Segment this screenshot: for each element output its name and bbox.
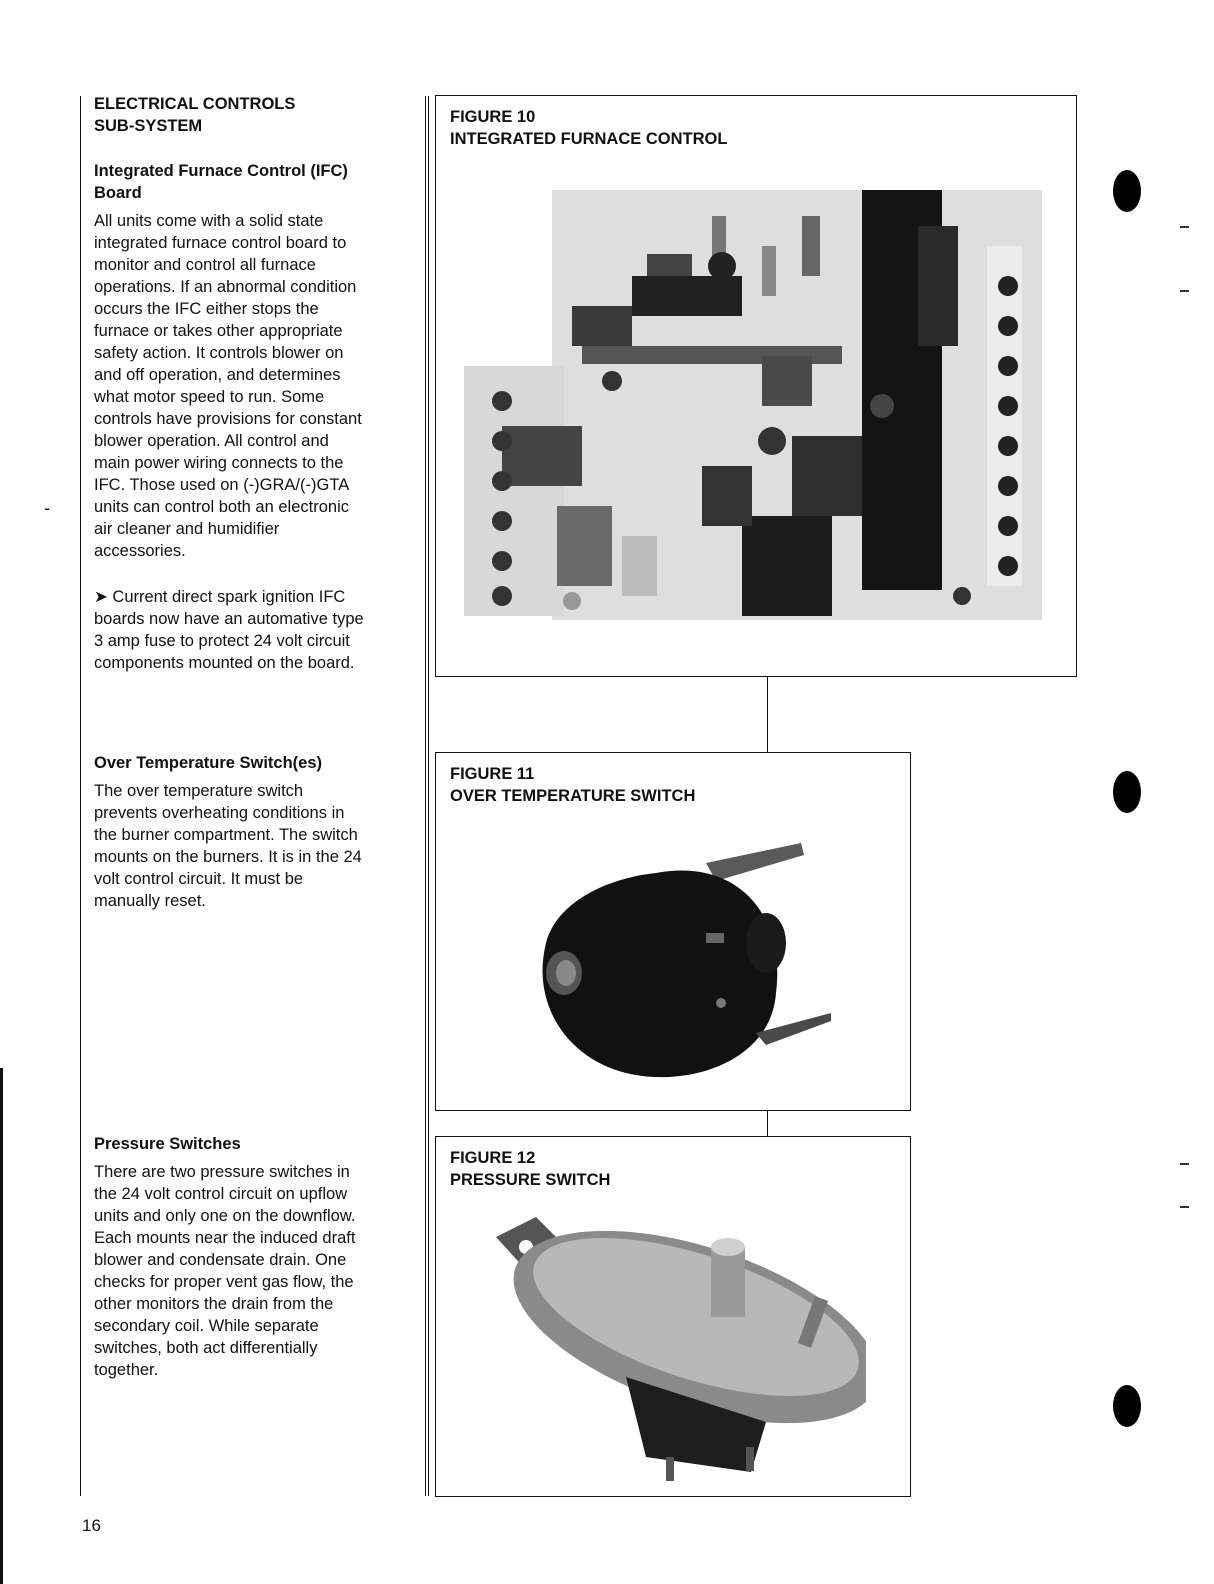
ifc-line: furnace or takes other appropriate (94, 322, 343, 340)
over-temperature-switch-photo (526, 833, 856, 1093)
pressure-line: secondary coil. While separate (94, 1317, 319, 1335)
ifc-line: safety action. It controls blower on (94, 344, 344, 362)
over-temp-line: prevents overheating conditions in (94, 804, 345, 822)
figure-column-rule-2 (428, 96, 429, 1496)
figure-connector-line (767, 1110, 768, 1136)
pressure-line: switches, both act differentially (94, 1339, 318, 1357)
figure-12-title: PRESSURE SWITCH (450, 1171, 611, 1189)
ifc-line: and off operation, and determines (94, 366, 341, 384)
ifc-body (94, 210, 394, 562)
ifc-line: operations. If an abnormal condition (94, 278, 357, 296)
pressure-line: blower and condensate drain. One (94, 1251, 347, 1269)
left-column-rule (80, 96, 81, 1496)
pressure-line: other monitors the drain from the (94, 1295, 334, 1313)
over-temp-line: The over temperature switch (94, 782, 304, 800)
pressure-switch-photo (466, 1207, 866, 1487)
pressure-line: units and only one on the downflow. (94, 1207, 356, 1225)
ifc-line: integrated furnace control board to (94, 234, 347, 252)
section-title-line-2: SUB-SYSTEM (94, 117, 203, 135)
margin-tick (1180, 290, 1189, 292)
note-line: Current direct spark ignition IFC (112, 588, 346, 606)
figure-11-title: OVER TEMPERATURE SWITCH (450, 787, 696, 805)
ifc-line: what motor speed to run. Some (94, 388, 325, 406)
ifc-line: accessories. (94, 542, 186, 560)
figure-11-caption (450, 763, 695, 807)
margin-tick (1180, 1206, 1189, 1208)
figure-12-caption (450, 1147, 610, 1191)
over-temp-section (94, 752, 394, 912)
ifc-line: blower operation. All control and (94, 432, 329, 450)
figure-10-caption (450, 106, 727, 150)
ifc-note (94, 586, 394, 674)
pressure-body (94, 1161, 394, 1381)
pressure-line: There are two pressure switches in (94, 1163, 350, 1181)
ifc-line: All units come with a solid state (94, 212, 324, 230)
figure-10-box (435, 95, 1077, 677)
over-temp-line: manually reset. (94, 892, 206, 910)
pressure-heading: Pressure Switches (94, 1135, 241, 1153)
over-temp-heading: Over Temperature Switch(es) (94, 754, 323, 772)
ifc-line: units can control both an electronic (94, 498, 349, 516)
section-heading (94, 93, 394, 137)
pressure-section (94, 1133, 394, 1381)
ifc-line: air cleaner and humidifier (94, 520, 280, 538)
pressure-line: the 24 volt control circuit on upflow (94, 1185, 348, 1203)
ifc-heading-line-2: Board (94, 184, 142, 202)
ifc-heading-line-1: Integrated Furnace Control (IFC) (94, 162, 348, 180)
pressure-line: checks for proper vent gas flow, the (94, 1273, 354, 1291)
note-line: components mounted on the board. (94, 654, 355, 672)
note-line: 3 amp fuse to protect 24 volt circuit (94, 632, 350, 650)
ifc-section (94, 160, 394, 674)
figure-11-box (435, 752, 911, 1111)
over-temp-body (94, 780, 394, 912)
figure-12-number: FIGURE 12 (450, 1149, 536, 1167)
ifc-line: IFC. Those used on (-)GRA/(-)GTA (94, 476, 350, 494)
left-margin-mark: - (44, 498, 50, 518)
pressure-line: Each mounts near the induced draft (94, 1229, 356, 1247)
figure-10-number: FIGURE 10 (450, 108, 536, 126)
binder-hole-middle (1113, 771, 1141, 813)
pressure-line: together. (94, 1361, 159, 1379)
over-temp-line: mounts on the burners. It is in the 24 (94, 848, 362, 866)
figure-11-number: FIGURE 11 (450, 765, 535, 783)
over-temp-line: volt control circuit. It must be (94, 870, 304, 888)
section-title-line-1: ELECTRICAL CONTROLS (94, 95, 296, 113)
page-number: 16 (82, 1516, 101, 1535)
figure-12-box (435, 1136, 911, 1497)
figure-column-rule (425, 96, 426, 1496)
binder-hole-top (1113, 170, 1141, 212)
binder-hole-bottom (1113, 1385, 1141, 1427)
margin-tick (1180, 1163, 1189, 1165)
figure-connector-line (767, 676, 768, 752)
margin-tick (1180, 226, 1189, 228)
circuit-board-photo (462, 186, 1052, 626)
ifc-line: main power wiring connects to the (94, 454, 344, 472)
over-temp-line: the burner compartment. The switch (94, 826, 358, 844)
note-arrow-icon: ➤ (94, 588, 108, 606)
ifc-line: monitor and control all furnace (94, 256, 316, 274)
ifc-line: occurs the IFC either stops the (94, 300, 319, 318)
edge-mark (0, 1068, 3, 1584)
note-line: boards now have an automative type (94, 610, 364, 628)
figure-10-title: INTEGRATED FURNACE CONTROL (450, 130, 728, 148)
ifc-line: controls have provisions for constant (94, 410, 362, 428)
